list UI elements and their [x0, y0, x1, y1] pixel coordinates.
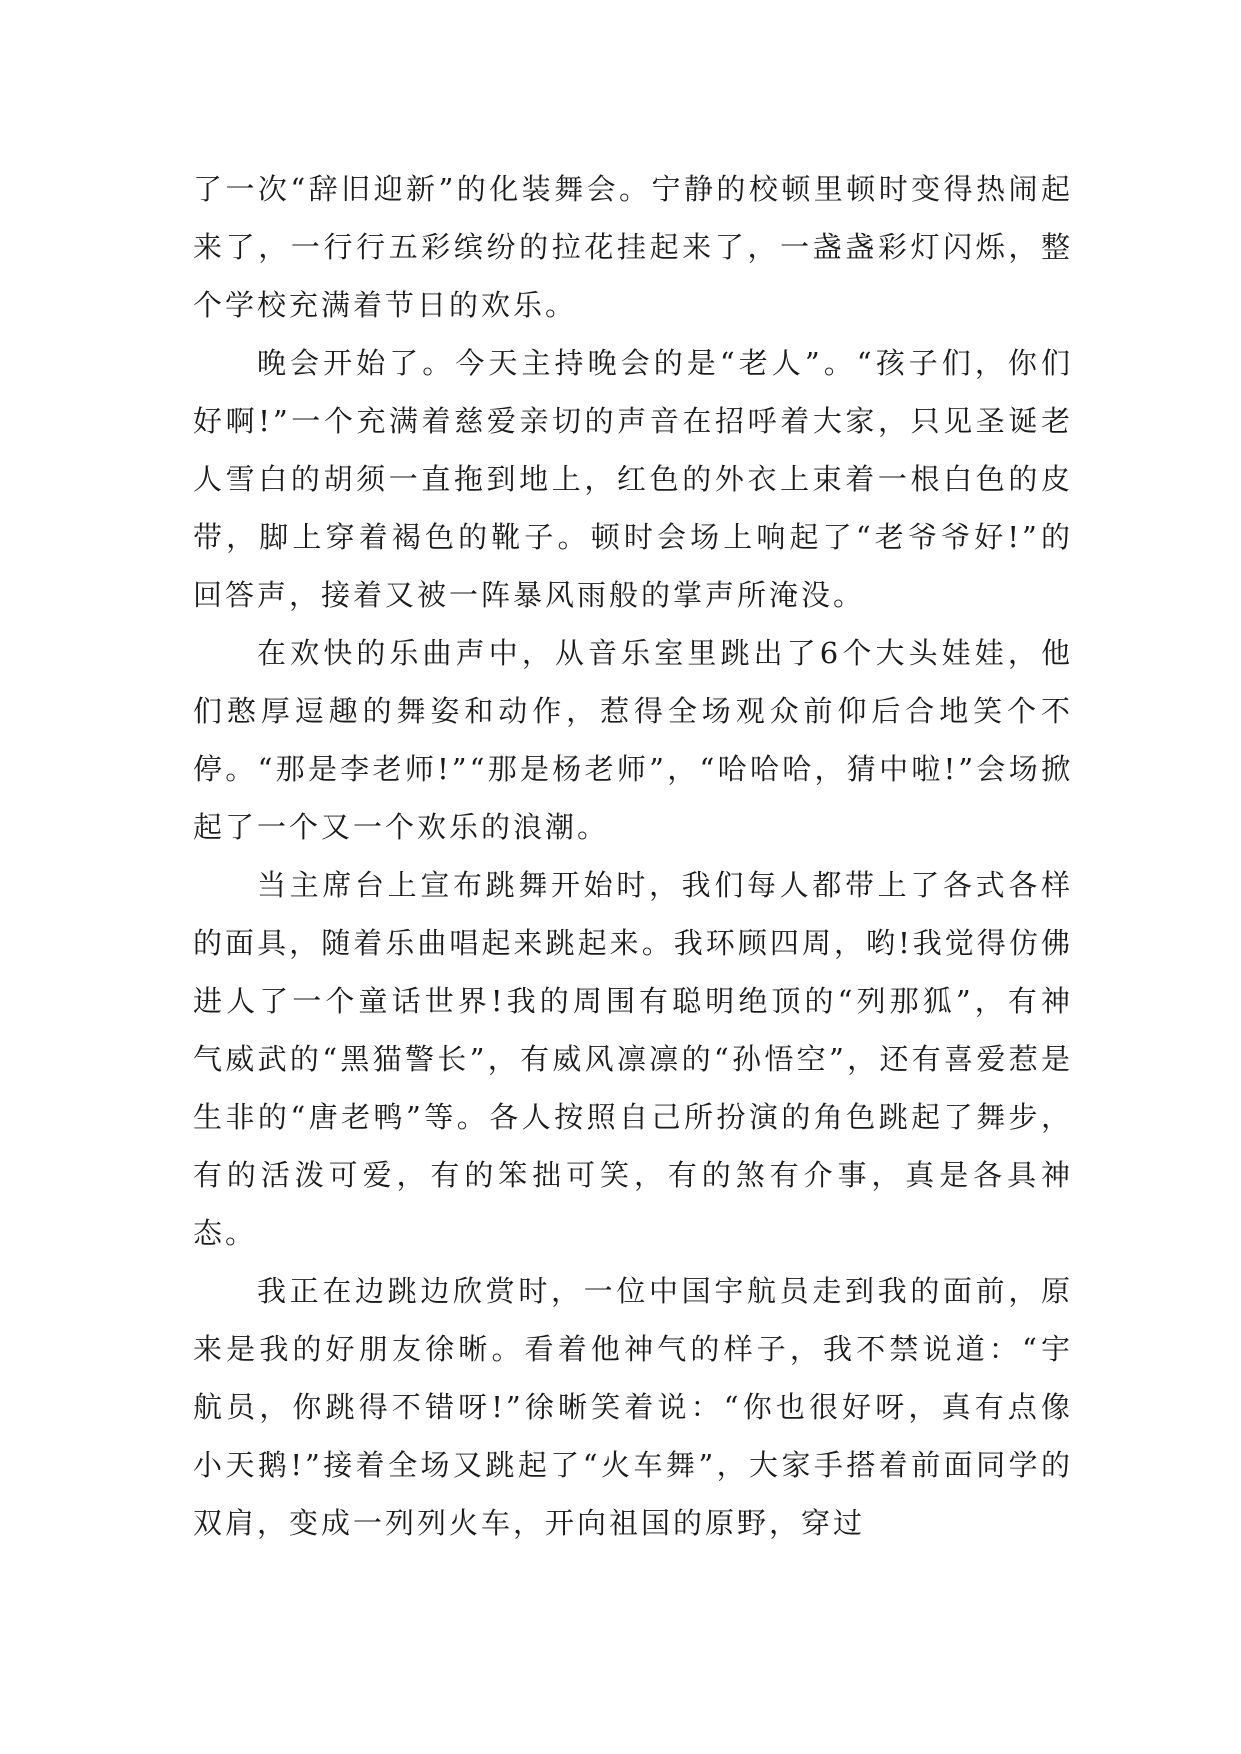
paragraph-1: 了一次“辞旧迎新”的化装舞会。宁静的校顿里顿时变得热闹起来了，一行行五彩缤纷的拉花挂起来了，一盏盏彩灯闪烁，整个学校充满着节日的欢乐。: [193, 172, 1073, 322]
paragraph-3: 在欢快的乐曲声中，从音乐室里跳出了6个大头娃娃，他们憨厚逗趣的舞姿和动作，惹得全场观众前仰后合地笑个不停。“那是李老师!”“那是杨老师”，“哈哈哈，猜中啦!”会场掀起了一个又一个欢乐的浪潮。: [193, 636, 1073, 844]
document-body: [193, 160, 1073, 1552]
paragraph-4: 当主席台上宣布跳舞开始时，我们每人都带上了各式各样的面具，随着乐曲唱起来跳起来。我环顾四周，哟!我觉得仿佛进人了一个童话世界!我的周围有聪明绝顶的“列那狐”，有神气威武的“黑猫警长”，有威风凛凛的“孙悟空”，还有喜爱惹是生非的“唐老鸭”等。各人按照自己所扮演的角色跳起了舞步，有的活泼可爱，有的笨拙可笑，有的煞有介事，真是各具神态。: [193, 868, 1073, 1250]
paragraph-2: 晚会开始了。今天主持晚会的是“老人”。“孩子们，你们好啊!”一个充满着慈爱亲切的声音在招呼着大家，只见圣诞老人雪白的胡须一直拖到地上，红色的外衣上束着一根白色的皮带，脚上穿着褐色的靴子。顿时会场上响起了“老爷爷好!”的回答声，接着又被一阵暴风雨般的掌声所淹没。: [193, 346, 1073, 612]
paragraph-5: 我正在边跳边欣赏时，一位中国宇航员走到我的面前，原来是我的好朋友徐晰。看着他神气的样子，我不禁说道：“宇航员，你跳得不错呀!”徐晰笑着说：“你也很好呀，真有点像小天鹅!”接着全场又跳起了“火车舞”，大家手搭着前面同学的双肩，变成一列列火车，开向祖国的原野，穿过: [193, 1274, 1073, 1540]
